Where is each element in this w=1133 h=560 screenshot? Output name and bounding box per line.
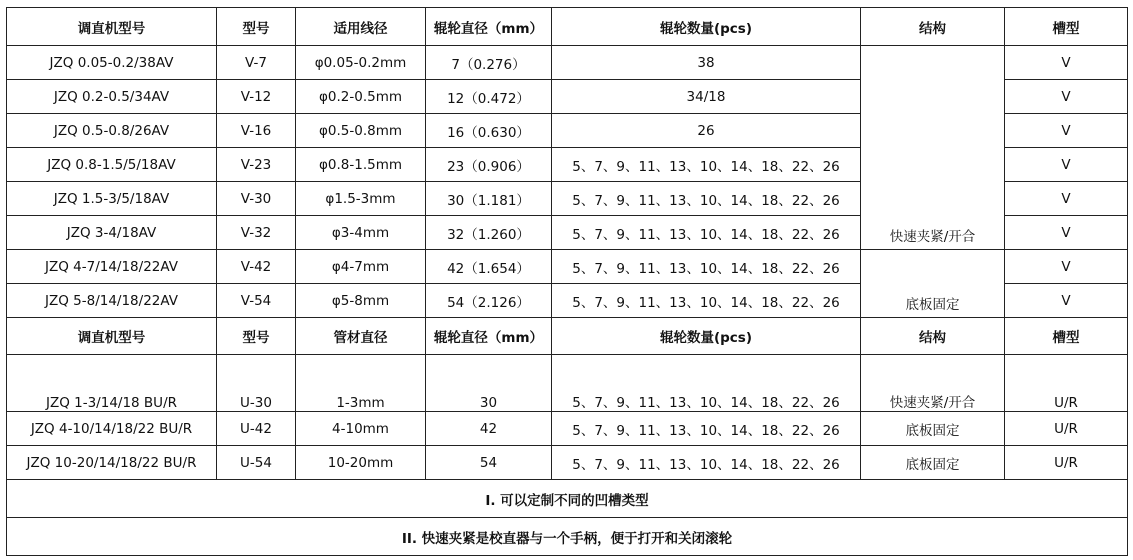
- table-row: [7, 412, 1128, 446]
- cell-type: V-23: [217, 148, 296, 182]
- cell-qty: 5、7、9、11、13、10、14、18、22、26: [552, 284, 861, 318]
- cell-type: V-30: [217, 182, 296, 216]
- table-row: [7, 46, 1128, 80]
- cell-qty: 34/18: [552, 80, 861, 114]
- cell-structure: 底板固定: [861, 412, 1005, 446]
- cell-groove: V: [1005, 148, 1128, 182]
- cell-diameter: 30: [426, 355, 552, 412]
- cell-qty: 5、7、9、11、13、10、14、18、22、26: [552, 216, 861, 250]
- cell-wire: 4-10mm: [296, 412, 426, 446]
- table-row: [7, 446, 1128, 480]
- cell-diameter: 54（2.126）: [426, 284, 552, 318]
- header-cell: 调直机型号: [7, 8, 217, 46]
- cell-type: V-54: [217, 284, 296, 318]
- cell-wire: φ0.05-0.2mm: [296, 46, 426, 80]
- cell-qty: 5、7、9、11、13、10、14、18、22、26: [552, 182, 861, 216]
- header-cell: 管材直径: [296, 318, 426, 355]
- header-cell: 调直机型号: [7, 318, 217, 355]
- cell-structure: 快速夹紧/开合: [861, 46, 1005, 250]
- header-cell: 槽型: [1005, 318, 1128, 355]
- header-cell: 结构: [861, 318, 1005, 355]
- cell-model: JZQ 10-20/14/18/22 BU/R: [7, 446, 217, 480]
- header-cell: 辊轮数量(pcs): [552, 8, 861, 46]
- cell-diameter: 12（0.472）: [426, 80, 552, 114]
- cell-model: JZQ 0.2-0.5/34AV: [7, 80, 217, 114]
- cell-groove: V: [1005, 182, 1128, 216]
- cell-model: JZQ 3-4/18AV: [7, 216, 217, 250]
- header-cell: 辊轮数量(pcs): [552, 318, 861, 355]
- cell-wire: 1-3mm: [296, 355, 426, 412]
- cell-type: V-32: [217, 216, 296, 250]
- cell-type: V-7: [217, 46, 296, 80]
- cell-qty: 5、7、9、11、13、10、14、18、22、26: [552, 355, 861, 412]
- cell-groove: U/R: [1005, 355, 1128, 412]
- cell-wire: φ1.5-3mm: [296, 182, 426, 216]
- cell-groove: V: [1005, 114, 1128, 148]
- cell-model: JZQ 5-8/14/18/22AV: [7, 284, 217, 318]
- cell-groove: U/R: [1005, 446, 1128, 480]
- cell-diameter: 16（0.630）: [426, 114, 552, 148]
- cell-model: JZQ 4-7/14/18/22AV: [7, 250, 217, 284]
- note-row: [7, 480, 1128, 518]
- cell-wire: φ0.5-0.8mm: [296, 114, 426, 148]
- cell-wire: φ4-7mm: [296, 250, 426, 284]
- cell-model: JZQ 0.5-0.8/26AV: [7, 114, 217, 148]
- cell-diameter: 42（1.654）: [426, 250, 552, 284]
- header-cell: 型号: [217, 8, 296, 46]
- note-text: II. 快速夹紧是校直器与一个手柄，便于打开和关闭滚轮: [7, 518, 1128, 556]
- cell-type: V-16: [217, 114, 296, 148]
- header-cell: 槽型: [1005, 8, 1128, 46]
- header-row-v: [7, 8, 1128, 46]
- cell-qty: 5、7、9、11、13、10、14、18、22、26: [552, 250, 861, 284]
- cell-model: JZQ 1.5-3/5/18AV: [7, 182, 217, 216]
- cell-qty: 5、7、9、11、13、10、14、18、22、26: [552, 148, 861, 182]
- cell-groove: V: [1005, 216, 1128, 250]
- cell-structure: 底板固定: [861, 250, 1005, 318]
- cell-model: JZQ 1-3/14/18 BU/R: [7, 355, 217, 412]
- cell-model: JZQ 0.8-1.5/5/18AV: [7, 148, 217, 182]
- cell-wire: φ0.2-0.5mm: [296, 80, 426, 114]
- header-cell: 结构: [861, 8, 1005, 46]
- cell-groove: V: [1005, 46, 1128, 80]
- cell-structure: 底板固定: [861, 446, 1005, 480]
- cell-qty: 5、7、9、11、13、10、14、18、22、26: [552, 412, 861, 446]
- cell-groove: V: [1005, 284, 1128, 318]
- cell-diameter: 23（0.906）: [426, 148, 552, 182]
- cell-type: U-30: [217, 355, 296, 412]
- note-row: [7, 518, 1128, 556]
- note-text: I. 可以定制不同的凹槽类型: [7, 480, 1128, 518]
- cell-type: U-42: [217, 412, 296, 446]
- cell-diameter: 42: [426, 412, 552, 446]
- table-row: [7, 250, 1128, 284]
- cell-structure: 快速夹紧/开合: [861, 355, 1005, 412]
- cell-qty: 26: [552, 114, 861, 148]
- cell-diameter: 30（1.181）: [426, 182, 552, 216]
- cell-type: V-12: [217, 80, 296, 114]
- header-cell: 辊轮直径（mm）: [426, 318, 552, 355]
- cell-wire: 10-20mm: [296, 446, 426, 480]
- cell-groove: V: [1005, 250, 1128, 284]
- header-cell: 辊轮直径（mm）: [426, 8, 552, 46]
- cell-model: JZQ 0.05-0.2/38AV: [7, 46, 217, 80]
- cell-model: JZQ 4-10/14/18/22 BU/R: [7, 412, 217, 446]
- cell-diameter: 54: [426, 446, 552, 480]
- cell-groove: U/R: [1005, 412, 1128, 446]
- cell-type: U-54: [217, 446, 296, 480]
- cell-diameter: 32（1.260）: [426, 216, 552, 250]
- cell-groove: V: [1005, 80, 1128, 114]
- header-cell: 适用线径: [296, 8, 426, 46]
- cell-diameter: 7（0.276）: [426, 46, 552, 80]
- header-row-u: [7, 318, 1128, 355]
- table-row: [7, 355, 1128, 412]
- cell-wire: φ3-4mm: [296, 216, 426, 250]
- cell-wire: φ5-8mm: [296, 284, 426, 318]
- cell-wire: φ0.8-1.5mm: [296, 148, 426, 182]
- cell-type: V-42: [217, 250, 296, 284]
- spec-table: [6, 7, 1128, 556]
- cell-qty: 38: [552, 46, 861, 80]
- cell-qty: 5、7、9、11、13、10、14、18、22、26: [552, 446, 861, 480]
- header-cell: 型号: [217, 318, 296, 355]
